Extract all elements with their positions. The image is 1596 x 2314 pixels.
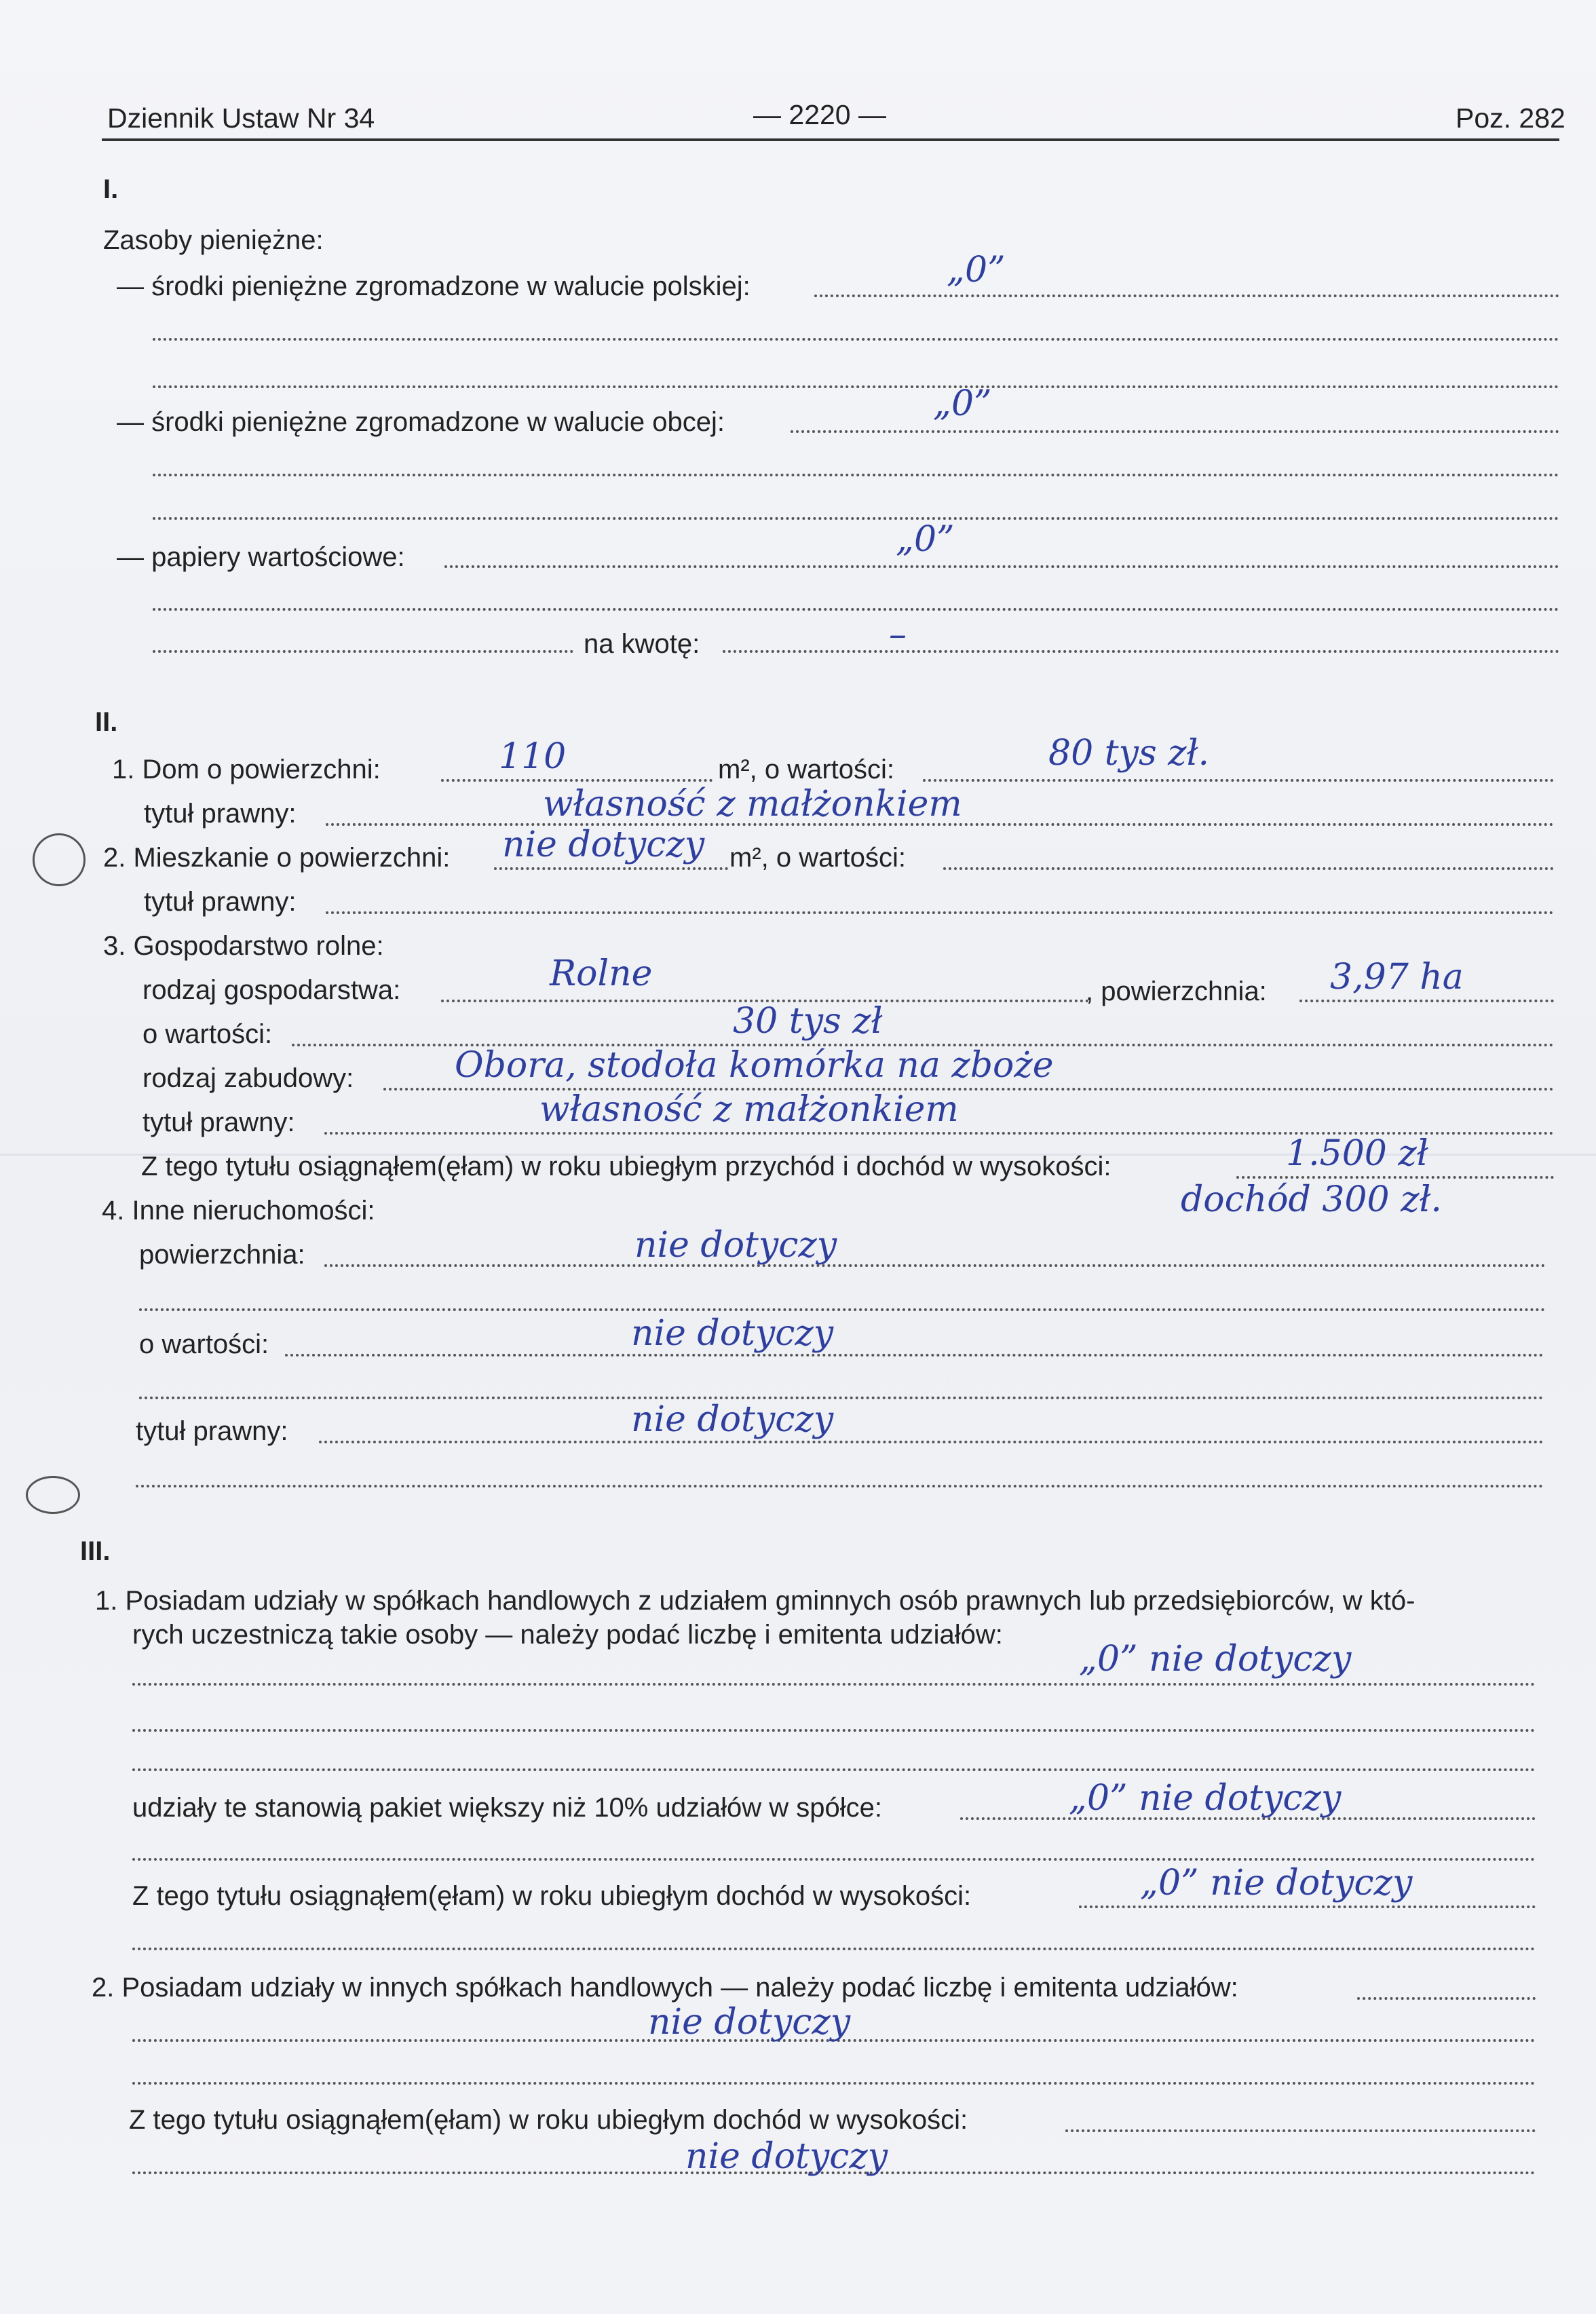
farm-area-label: , powierzchnia: xyxy=(1086,976,1267,1006)
amount-line xyxy=(723,650,1559,653)
q1-pct-answer: „0” nie dotyczy xyxy=(1069,1778,1342,1819)
pln-value: „0” xyxy=(947,250,1006,290)
q2-line-3 xyxy=(132,2082,1536,2085)
other-value-line-2 xyxy=(139,1397,1544,1399)
q1-line-c xyxy=(132,1768,1536,1771)
flat-title-line xyxy=(326,911,1554,914)
farm-value-label: o wartości: xyxy=(142,1019,273,1049)
house-title: własność z małżonkiem xyxy=(543,784,962,824)
securities-label: — papiery wartościowe: xyxy=(117,542,405,572)
other-label: 4. Inne nieruchomości: xyxy=(102,1196,375,1226)
flat-area-line xyxy=(494,867,728,870)
q1-income-label: Z tego tytułu osiągnąłem(ęłam) w roku ubiegłym dochód w wysokości: xyxy=(132,1881,972,1911)
farm-income-line xyxy=(1236,1176,1554,1179)
q2-income-answer: nie dotyczy xyxy=(685,2136,888,2177)
pln-line xyxy=(814,295,1559,297)
amount-value: – xyxy=(889,614,907,655)
q2-income-label: Z tego tytułu osiągnąłem(ęłam) w roku ubiegłym dochód w wysokości: xyxy=(129,2105,968,2135)
farm-type: Rolne xyxy=(550,953,653,994)
cash-heading: Zasoby pieniężne: xyxy=(103,225,324,255)
farm-type-label: rodzaj gospodarstwa: xyxy=(142,975,401,1005)
q1-pct-label: udziały te stanowią pakiet większy niż 10% udziałów w spółce: xyxy=(132,1793,882,1823)
q2-label: 2. Posiadam udziały w innych spółkach handlowych — należy podać liczbę i emitenta udziałów: xyxy=(92,1973,1238,2003)
flat-m2-label: m², o wartości: xyxy=(729,843,907,873)
other-area-line xyxy=(324,1264,1546,1267)
farm-label: 3. Gospodarstwo rolne: xyxy=(103,931,384,961)
farm-value: 30 tys zł xyxy=(733,1001,883,1042)
flat-label: 2. Mieszkanie o powierzchni: xyxy=(103,843,451,873)
q1-line-2: rych uczestniczą takie osoby — należy podać liczbę i emitenta udziałów: xyxy=(132,1620,1003,1650)
pln-line-2 xyxy=(153,338,1559,341)
other-title: nie dotyczy xyxy=(631,1399,834,1440)
q1-line-a xyxy=(132,1683,1536,1686)
house-value-line xyxy=(923,779,1554,782)
q2-answer: nie dotyczy xyxy=(648,2002,851,2043)
farm-area-line xyxy=(1299,1000,1554,1002)
other-title-label: tytuł prawny: xyxy=(136,1416,288,1446)
farm-area: 3,97 ha xyxy=(1330,957,1464,998)
buildings-label: rodzaj zabudowy: xyxy=(142,1063,354,1093)
q1-line-1: 1. Posiadam udziały w spółkach handlowych z udziałem gminnych osób prawnych lub przedsiębiorców, w któ- xyxy=(95,1586,1416,1616)
farm-title: własność z małżonkiem xyxy=(539,1089,959,1130)
house-label: 1. Dom o powierzchni: xyxy=(112,755,381,784)
q1-income-line-2 xyxy=(132,1948,1536,1950)
q2-line xyxy=(1357,1997,1536,2000)
other-area: nie dotyczy xyxy=(634,1225,837,1266)
q1-income-line xyxy=(1079,1905,1536,1908)
other-area-line-2 xyxy=(139,1308,1546,1311)
securities-line-2 xyxy=(153,608,1559,611)
house-area: 110 xyxy=(499,736,567,777)
securities-value: „0” xyxy=(896,519,955,560)
foreign-label: — środki pieniężne zgromadzone w walucie obcej: xyxy=(117,407,725,437)
section-3-title: III. xyxy=(80,1536,111,1566)
section-2-title: II. xyxy=(95,707,118,737)
farm-income-label: Z tego tytułu osiągnąłem(ęłam) w roku ubiegłym przychód i dochód w wysokości: xyxy=(141,1152,1112,1181)
page-number: — 2220 — xyxy=(753,99,886,130)
other-value-line xyxy=(285,1354,1544,1357)
house-m2-label: m², o wartości: xyxy=(718,755,895,784)
foreign-line xyxy=(791,430,1559,433)
other-area-label: powierzchnia: xyxy=(139,1240,305,1270)
flat-value-line xyxy=(943,867,1554,870)
foreign-line-2 xyxy=(153,474,1559,476)
farm-title-label: tytuł prawny: xyxy=(142,1107,295,1137)
journal-title: Dziennik Ustaw Nr 34 xyxy=(107,102,375,134)
punch-hole xyxy=(33,833,86,886)
other-title-line-2 xyxy=(136,1485,1544,1487)
other-value: nie dotyczy xyxy=(631,1313,834,1354)
q1-answer: „0” nie dotyczy xyxy=(1079,1639,1352,1680)
farm-income: 1.500 zł xyxy=(1286,1133,1428,1174)
section-1-title: I. xyxy=(103,174,119,204)
farm-income-2: dochód 300 zł. xyxy=(1181,1179,1442,1220)
punch-hole-2 xyxy=(26,1476,80,1514)
pln-line-3 xyxy=(153,385,1559,388)
amount-lead-line xyxy=(153,650,573,653)
house-value: 80 tys zł. xyxy=(1048,733,1209,774)
amount-label: na kwotę: xyxy=(584,629,700,659)
pln-label: — środki pieniężne zgromadzone w walucie polskiej: xyxy=(117,271,750,301)
house-area-line xyxy=(441,779,712,782)
q1-income-answer: „0” nie dotyczy xyxy=(1140,1863,1413,1903)
q2-income-line xyxy=(1065,2129,1536,2132)
flat-title-label: tytuł prawny: xyxy=(144,887,297,917)
foreign-line-3 xyxy=(153,517,1559,520)
house-title-label: tytuł prawny: xyxy=(144,799,297,829)
position-number: Poz. 282 xyxy=(1456,102,1565,134)
header-rule xyxy=(102,138,1559,141)
foreign-value: „0” xyxy=(933,383,992,424)
other-value-label: o wartości: xyxy=(139,1329,269,1359)
buildings: Obora, stodoła komórka na zboże xyxy=(455,1045,1054,1086)
q1-pct-line-2 xyxy=(132,1858,1536,1861)
q1-line-b xyxy=(132,1729,1536,1732)
other-title-line xyxy=(319,1441,1544,1443)
flat-area: nie dotyczy xyxy=(502,824,705,865)
securities-line xyxy=(444,565,1559,568)
